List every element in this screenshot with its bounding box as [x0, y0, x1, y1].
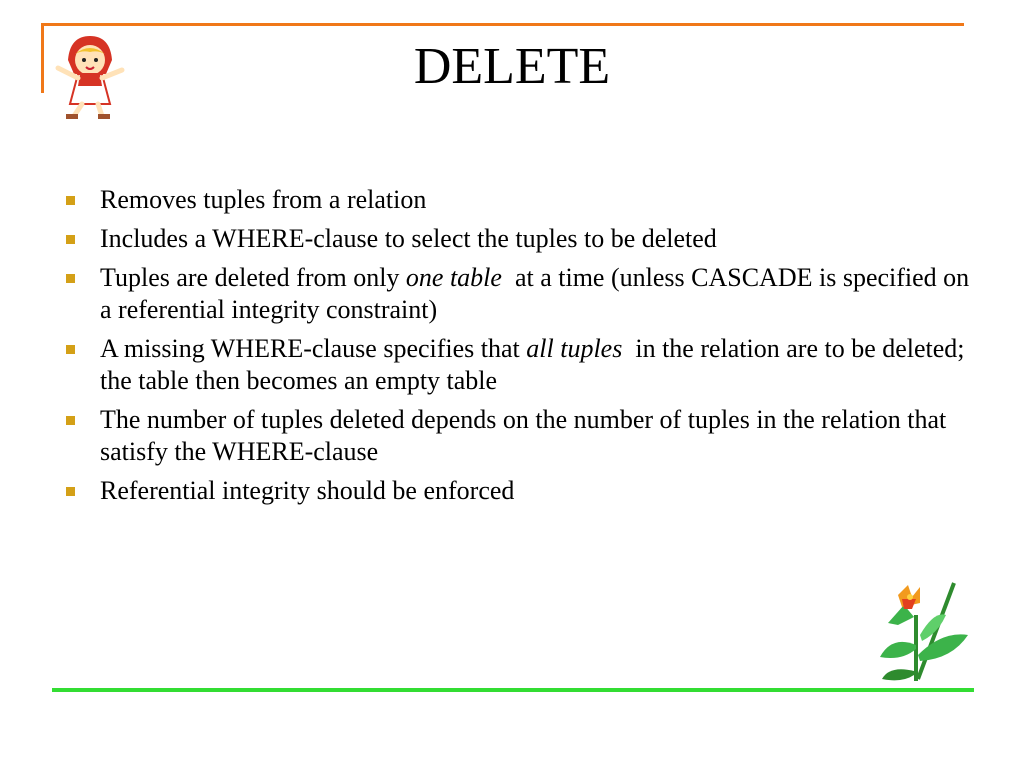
bullet-item [60, 262, 980, 326]
bullet-text: Includes a WHERE-clause to select the tuples to be deleted [100, 224, 717, 253]
square-bullet-icon [66, 487, 75, 496]
bullet-item [60, 475, 980, 507]
bullet-item [60, 333, 980, 397]
flower-plant-icon [872, 575, 974, 685]
square-bullet-icon [66, 235, 75, 244]
bullet-item [60, 184, 980, 216]
bullet-emphasis: all tuples [526, 334, 623, 363]
title-frame-top [41, 23, 964, 26]
bullet-text: Tuples are deleted from only [100, 263, 406, 292]
bullet-text: Referential integrity should be enforced [100, 476, 515, 505]
bottom-divider [52, 688, 974, 692]
bullet-emphasis: one table [405, 263, 502, 292]
square-bullet-icon [66, 345, 75, 354]
bullet-list [60, 184, 980, 514]
bullet-text: A missing WHERE-clause specifies that [100, 334, 527, 363]
bullet-text: in the relation are to be deleted; the table then becomes an empty table [100, 334, 972, 395]
bullet-item [60, 223, 980, 255]
bullet-text: Removes tuples from a relation [100, 185, 427, 214]
square-bullet-icon [66, 274, 75, 283]
bullet-text: The number of tuples deleted depends on the number of tuples in the relation that satisfy the WHERE-clause [100, 405, 953, 466]
square-bullet-icon [66, 196, 75, 205]
bullet-text: at a time (unless CASCADE is specified on a referential integrity constraint) [100, 263, 976, 324]
bullet-item [60, 404, 980, 468]
slide-title: DELETE [413, 38, 611, 95]
square-bullet-icon [66, 416, 75, 425]
